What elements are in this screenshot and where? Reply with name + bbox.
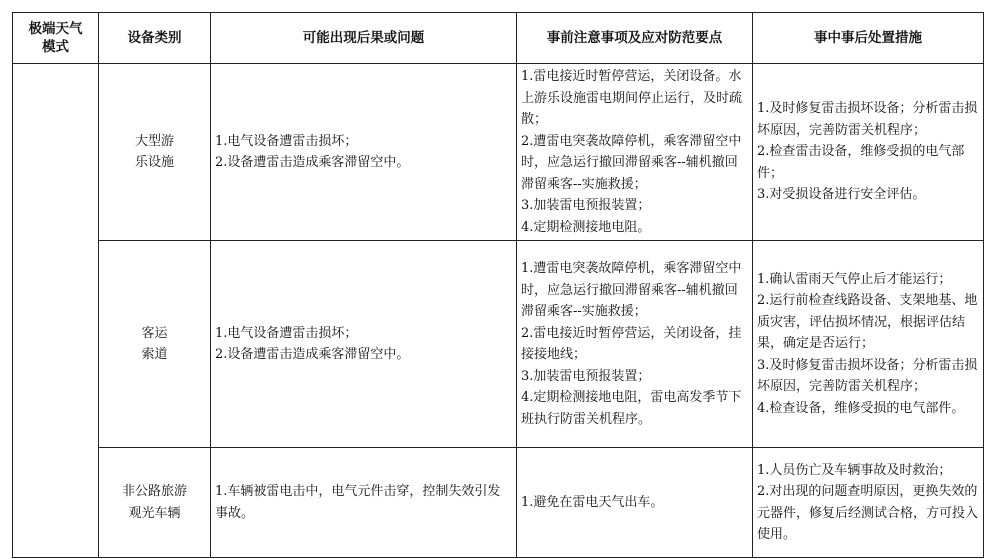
category-cell (99, 241, 211, 448)
measures-cell (753, 64, 984, 241)
consequence-item: 1.电气设备遭雷击损坏； (215, 325, 358, 341)
header-consequences: 可能出现后果或问题 (211, 13, 517, 64)
precautions-cell (517, 241, 753, 448)
table-header-row (13, 13, 984, 64)
table-row (13, 241, 984, 448)
precaution-item: 3.加装雷电预报装置； (521, 198, 651, 213)
table-row (13, 64, 984, 241)
category-line: 非公路旅游 (121, 484, 187, 499)
mode-cell (13, 64, 99, 558)
header-precautions: 事前注意事项及应对防范要点 (517, 13, 753, 64)
measure-item: 3.对受损设备进行安全评估。 (757, 187, 926, 203)
precaution-item: 2.遭雷电突袭故障停机，乘客滞留空中时，应急运行撤回滞留乘客--辅机撤回滞留乘客--实施救援； (521, 133, 742, 192)
consequence-item: 1.车辆被雷电击中，电气元件击穿，控制失效引发事故。 (215, 484, 501, 521)
header-mode-line-1: 极端天气 (28, 21, 83, 37)
measure-item: 4.检查设备，维修受损的电气部件。 (757, 400, 965, 416)
measure-item: 1.及时修复雷击损坏设备；分析雷击损坏原因，完善防雷关机程序； (757, 101, 978, 138)
category-line: 大型游 (134, 133, 174, 149)
header-mode-line-2: 模式 (42, 39, 69, 55)
consequences-cell (211, 241, 517, 448)
measure-item: 2.检查雷击设备，维修受损的电气部件； (757, 144, 965, 181)
category-line: 客运 (141, 325, 168, 341)
weather-equipment-table (12, 12, 984, 558)
measure-item: 2.对出现的问题查明原因，更换失效的元器件，修复后经测试合格，方可投入使用。 (757, 484, 979, 542)
category-line: 乐设施 (134, 155, 174, 170)
consequences-cell (211, 448, 517, 558)
header-category: 设备类别 (99, 13, 211, 64)
precautions-cell (517, 64, 753, 241)
category-cell (99, 64, 211, 241)
precaution-item: 4.定期检测接地电阻，雷电高发季节下班执行防雷关机程序。 (521, 390, 742, 427)
measure-item: 3.及时修复雷击损坏设备；分析雷击损坏原因，完善防雷关机程序； (757, 357, 978, 395)
consequence-item: 2.设备遭雷击造成乘客滞留空中。 (215, 347, 410, 362)
table-row (13, 448, 984, 558)
consequence-item: 1.电气设备遭雷击损坏； (215, 133, 358, 149)
category-line: 观光车辆 (128, 505, 181, 521)
measure-item: 1.人员伤亡及车辆事故及时救治； (757, 462, 952, 478)
precaution-item: 3.加装雷电预报装置； (521, 368, 651, 384)
precautions-cell (517, 448, 753, 558)
header-measures: 事中事后处置措施 (753, 13, 984, 64)
precaution-item: 2.雷电接近时暂停营运，关闭设备，挂接接地线； (521, 325, 742, 362)
measure-item: 2.运行前检查线路设备、支架地基、地质灾害，评估损坏情况，根据评估结果，确定是否运行； (757, 293, 978, 352)
measure-item: 1.确认雷雨天气停止后才能运行； (757, 271, 952, 287)
header-mode (13, 13, 99, 64)
measures-cell (753, 241, 984, 448)
measures-cell (753, 448, 984, 558)
precaution-item: 1.避免在雷电天气出车。 (521, 494, 664, 510)
precaution-item: 1.遭雷电突袭故障停机，乘客滞留空中时，应急运行撤回滞留乘客--辅机撤回滞留乘客--实施救援； (521, 261, 742, 319)
category-cell (99, 448, 211, 558)
category-line: 索道 (141, 347, 168, 362)
precaution-item: 4.定期检测接地电阻。 (521, 219, 651, 235)
consequence-item: 2.设备遭雷击造成乘客滞留空中。 (215, 155, 410, 170)
consequences-cell (211, 64, 517, 241)
precaution-item: 1.雷电接近时暂停营运，关闭设备。水上游乐设施雷电期间停止运行，及时疏散； (521, 69, 743, 127)
